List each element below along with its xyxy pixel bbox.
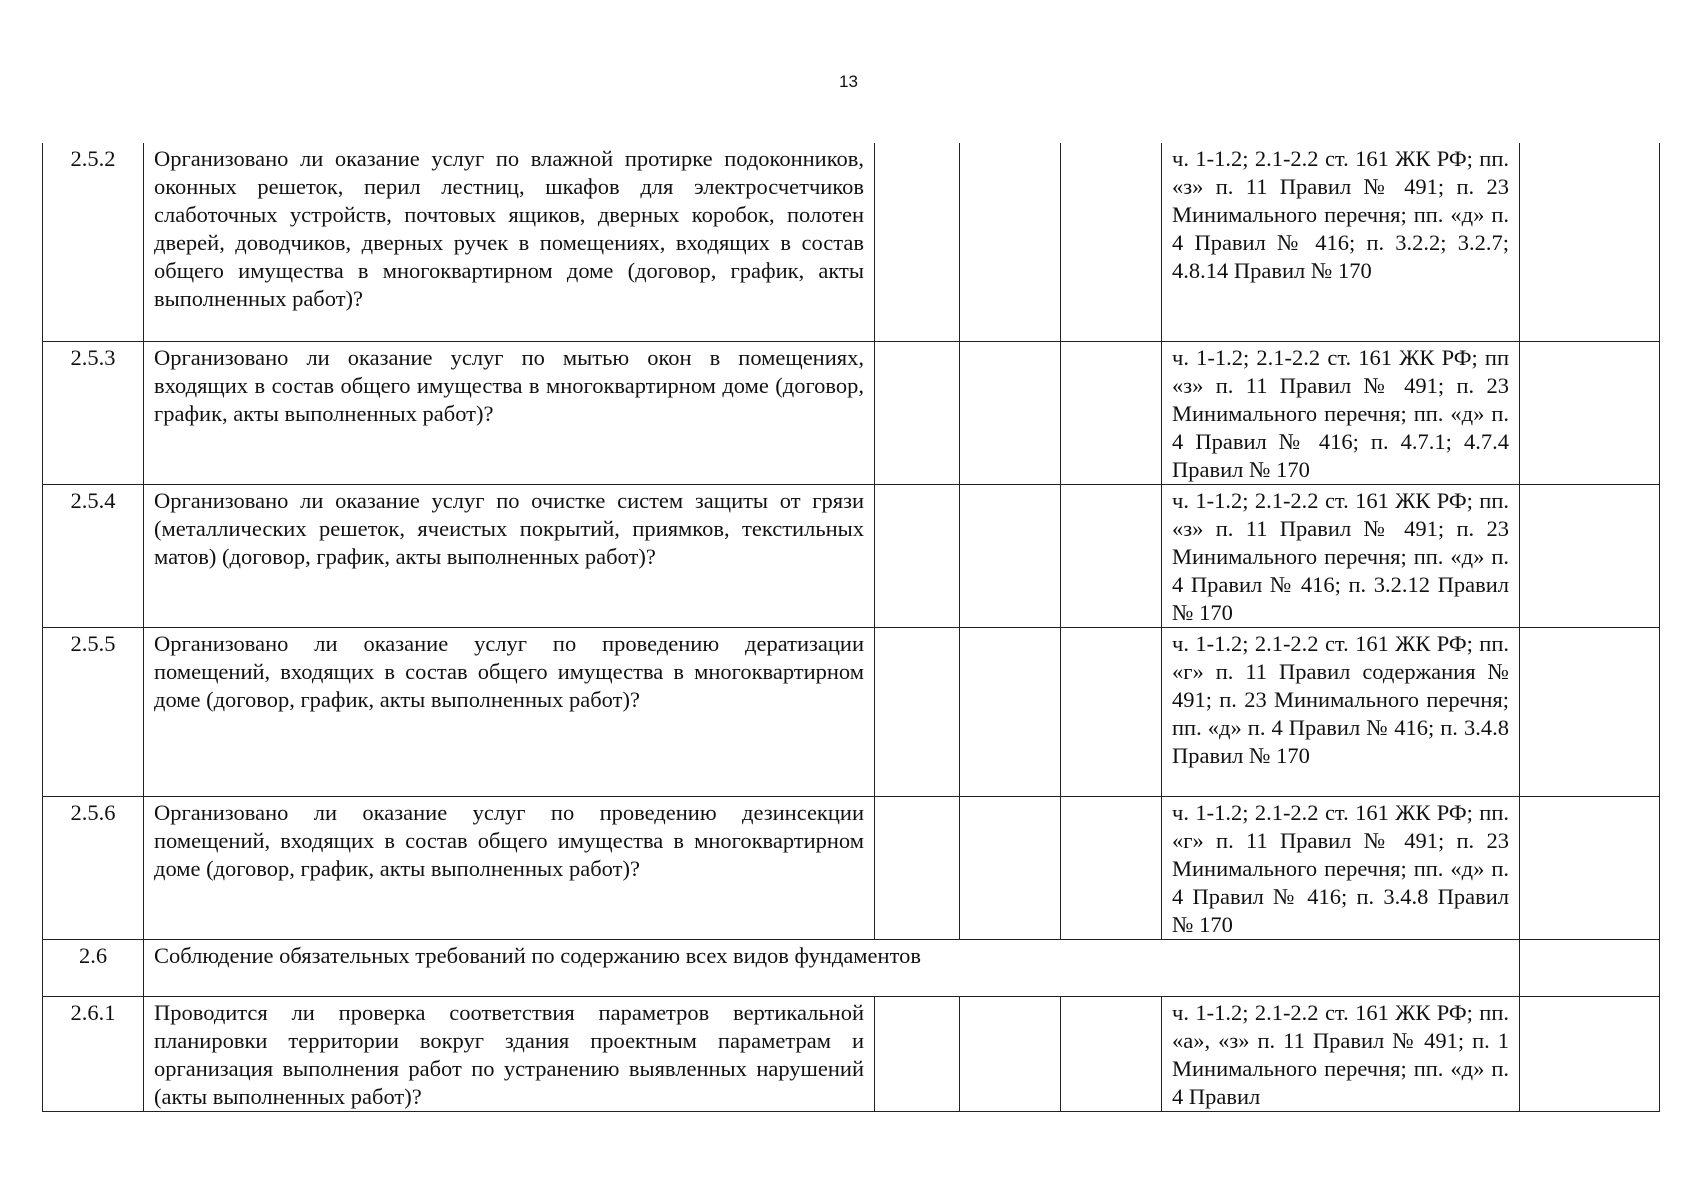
answer-na-cell — [1061, 484, 1162, 627]
answer-yes-cell — [875, 484, 960, 627]
question-text: Организовано ли оказание услуг по очистке систем защиты от грязи (металлических решеток, ячеистых покрытий, приямков, текстильных матов) (договор, график, акты выполненных работ)? — [144, 484, 875, 627]
section-title: Соблюдение обязательных требований по содержанию всех видов фундаментов — [144, 939, 1520, 996]
answer-yes-cell — [875, 627, 960, 796]
answer-no-cell — [960, 796, 1061, 939]
answer-no-cell — [960, 484, 1061, 627]
section-number: 2.6 — [43, 939, 144, 996]
answer-no-cell — [960, 341, 1061, 484]
answer-no-cell — [960, 996, 1061, 1111]
row-number: 2.5.4 — [43, 484, 144, 627]
legal-reference: ч. 1-1.2; 2.1-2.2 ст. 161 ЖК РФ; пп «з» п. 11 Правил № 491; п. 23 Минимального перечня; пп. «д» п. 4 Правил № 416; п. 4.7.1; 4.7.4 Правил № 170 — [1162, 341, 1520, 484]
question-text: Организовано ли оказание услуг по проведению дератизации помещений, входящих в состав общего имущества в многоквартирном доме (договор, график, акты выполненных работ)? — [144, 627, 875, 796]
answer-na-cell — [1061, 143, 1162, 341]
notes-cell — [1520, 627, 1660, 796]
row-number: 2.5.6 — [43, 796, 144, 939]
notes-cell — [1520, 484, 1660, 627]
page-number: 13 — [839, 72, 858, 91]
answer-na-cell — [1061, 341, 1162, 484]
notes-cell — [1520, 996, 1660, 1111]
legal-reference: ч. 1-1.2; 2.1-2.2 ст. 161 ЖК РФ; пп. «г» п. 11 Правил содержания № 491; п. 23 Минимального перечня; пп. «д» п. 4 Правил № 416; п. 3.4.8 Правил № 170 — [1162, 627, 1520, 796]
question-text: Организовано ли оказание услуг по проведению дезинсекции помещений, входящих в состав общего имущества в многоквартирном доме (договор, график, акты выполненных работ)? — [144, 796, 875, 939]
notes-cell — [1520, 341, 1660, 484]
answer-yes-cell — [875, 796, 960, 939]
row-number: 2.5.5 — [43, 627, 144, 796]
answer-no-cell — [960, 627, 1061, 796]
row-number: 2.5.3 — [43, 341, 144, 484]
answer-yes-cell — [875, 341, 960, 484]
question-text: Организовано ли оказание услуг по влажной протирке подоконников, оконных решеток, перил лестниц, шкафов для электросчетчиков слаботочных устройств, почтовых ящиков, дверных коробок, полотен дверей, доводчиков, дверных ручек в помещениях, входящих в состав общего имущества в многоквартирном доме (договор, график, акты выполненных работ)? — [144, 143, 875, 341]
table-row — [43, 143, 1660, 341]
table-row — [43, 796, 1660, 939]
question-text: Организовано ли оказание услуг по мытью окон в помещениях, входящих в состав общего имущества в многоквартирном доме (договор, график, акты выполненных работ)? — [144, 341, 875, 484]
notes-cell — [1520, 939, 1660, 996]
table-row — [43, 627, 1660, 796]
row-number: 2.5.2 — [43, 143, 144, 341]
answer-na-cell — [1061, 796, 1162, 939]
answer-no-cell — [960, 143, 1061, 341]
notes-cell — [1520, 143, 1660, 341]
row-number: 2.6.1 — [43, 996, 144, 1111]
requirements-table — [42, 143, 1660, 1112]
notes-cell — [1520, 796, 1660, 939]
answer-yes-cell — [875, 996, 960, 1111]
legal-reference: ч. 1-1.2; 2.1-2.2 ст. 161 ЖК РФ; пп. «а», «з» п. 11 Правил № 491; п. 1 Минимального перечня; пп. «д» п. 4 Правил — [1162, 996, 1520, 1111]
section-row — [43, 939, 1660, 996]
answer-na-cell — [1061, 996, 1162, 1111]
legal-reference: ч. 1-1.2; 2.1-2.2 ст. 161 ЖК РФ; пп. «з» п. 11 Правил № 491; п. 23 Минимального перечня; пп. «д» п. 4 Правил № 416; п. 3.2.2; 3.2.7; 4.8.14 Правил № 170 — [1162, 143, 1520, 341]
question-text: Проводится ли проверка соответствия параметров вертикальной планировки территории вокруг здания проектным параметрам и организация выполнения работ по устранению выявленных нарушений (акты выполненных работ)? — [144, 996, 875, 1111]
legal-reference: ч. 1-1.2; 2.1-2.2 ст. 161 ЖК РФ; пп. «з» п. 11 Правил № 491; п. 23 Минимального перечня; пп. «д» п. 4 Правил № 416; п. 3.2.12 Правил № 170 — [1162, 484, 1520, 627]
table-row — [43, 996, 1660, 1111]
table-row — [43, 484, 1660, 627]
table-row — [43, 341, 1660, 484]
answer-yes-cell — [875, 143, 960, 341]
legal-reference: ч. 1-1.2; 2.1-2.2 ст. 161 ЖК РФ; пп. «г» п. 11 Правил № 491; п. 23 Минимального перечня; пп. «д» п. 4 Правил № 416; п. 3.4.8 Правил № 170 — [1162, 796, 1520, 939]
answer-na-cell — [1061, 627, 1162, 796]
